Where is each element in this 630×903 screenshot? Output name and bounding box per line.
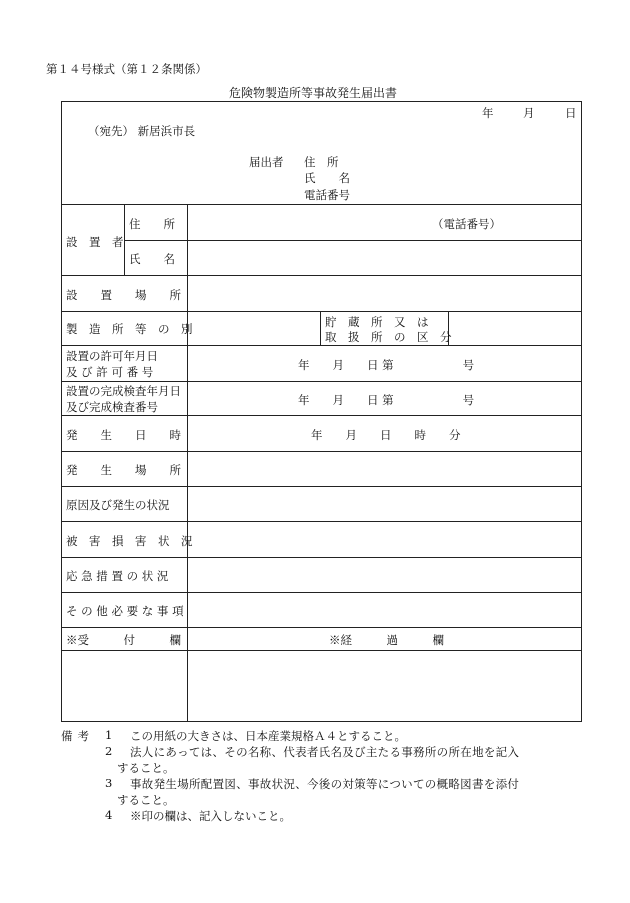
note-text-continued: すること。	[117, 761, 175, 775]
divider	[61, 521, 582, 522]
occurrence-place-label: 発 生 場 所	[66, 463, 181, 477]
divider	[61, 345, 582, 346]
divider	[187, 204, 188, 722]
storage-class-label-1: 貯 蔵 所 又 は	[325, 315, 429, 329]
installer-label: 設 置 者	[66, 235, 124, 249]
note-text-continued: すること。	[117, 793, 175, 807]
reception-label: ※受 付 欄	[66, 633, 181, 647]
divider	[61, 415, 582, 416]
divider	[124, 204, 125, 275]
note-number: 4	[105, 808, 113, 822]
permit-label-2: 及 び 許 可 番 号	[66, 365, 154, 379]
installer-address-label: 住 所	[129, 217, 175, 231]
divider	[61, 557, 582, 558]
divider	[61, 381, 582, 382]
note-text: 事故発生場所配置図、事故状況、今後の対策等についての概略図書を添付	[130, 777, 520, 791]
note-text: ※印の欄は、記入しないこと。	[130, 809, 291, 823]
cause-label: 原因及び発生の状況	[66, 498, 170, 512]
applicant-label: 届出者	[249, 155, 284, 169]
note-number: 1	[105, 728, 113, 742]
inspection-label-1: 設置の完成検査年月日	[66, 384, 181, 398]
occurrence-datetime-value: 年 月 日 時 分	[311, 428, 461, 442]
applicant-phone-label: 電話番号	[304, 188, 350, 202]
form-title: 危険物製造所等事故発生届出書	[229, 86, 398, 100]
inspection-value: 年 月 日 第 号	[298, 393, 475, 407]
date-day: 日	[565, 106, 577, 120]
storage-class-label-2: 取 扱 所 の 区 分	[325, 330, 452, 344]
divider	[124, 240, 582, 241]
facility-type-label: 製 造 所 等 の 別	[66, 322, 193, 336]
installer-name-label: 氏 名	[129, 252, 175, 266]
permit-value: 年 月 日 第 号	[298, 358, 475, 372]
permit-label-1: 設置の許可年月日	[66, 349, 158, 363]
applicant-name-label: 氏 名	[304, 171, 350, 185]
notes-heading: 備考	[61, 729, 94, 743]
occurrence-datetime-label: 発 生 日 時	[66, 428, 181, 442]
installation-location-label: 設 置 場 所	[66, 288, 181, 302]
divider	[61, 311, 582, 312]
note-text: 法人にあっては、その名称、代表者氏名及び主たる事務所の所在地を記入	[130, 745, 520, 759]
divider	[61, 486, 582, 487]
divider	[61, 451, 582, 452]
divider	[61, 650, 582, 651]
divider	[61, 275, 582, 276]
inspection-label-2: 及び完成検査番号	[66, 400, 158, 414]
emergency-label: 応 急 措 置 の 状 況	[66, 569, 169, 583]
progress-label: ※経 過 欄	[329, 633, 444, 647]
date-year: 年	[482, 106, 494, 120]
other-label: そ の 他 必 要 な 事 項	[66, 604, 184, 618]
divider	[61, 627, 582, 628]
addressee: （宛先） 新居浜市長	[88, 124, 196, 138]
damage-label: 被 害 損 害 状 況	[66, 534, 193, 548]
note-number: 3	[105, 776, 113, 790]
note-number: 2	[105, 744, 113, 758]
applicant-address-label: 住 所	[304, 155, 339, 169]
divider	[61, 592, 582, 593]
installer-phone-label: （電話番号）	[432, 217, 501, 231]
note-text: この用紙の大きさは、日本産業規格Ａ４とすること。	[130, 729, 406, 743]
divider	[61, 204, 582, 205]
date-month: 月	[523, 106, 535, 120]
form-number: 第１４号様式（第１２条関係）	[46, 62, 207, 76]
divider	[320, 311, 321, 345]
